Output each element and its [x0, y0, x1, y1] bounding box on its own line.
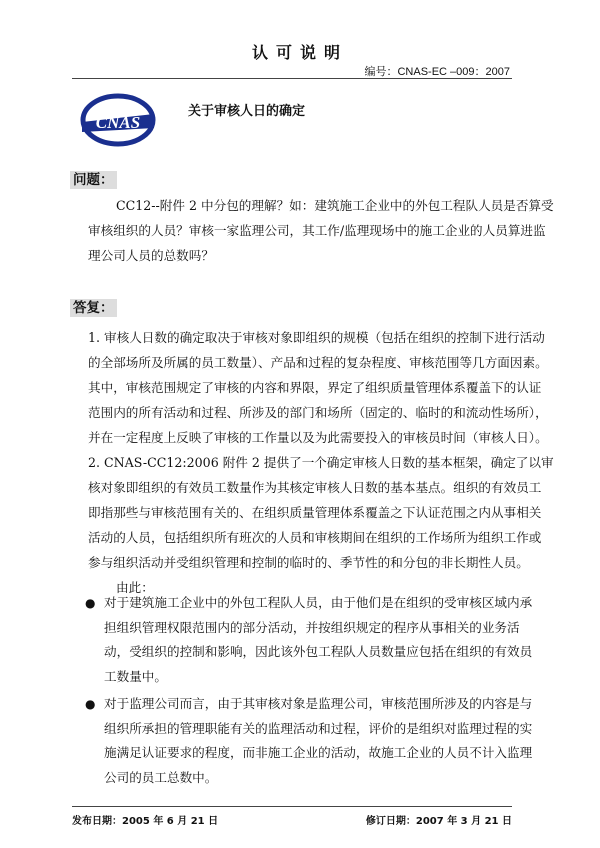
bullet-icon: ●	[85, 697, 96, 711]
text-line: 并在一定程度上反映了审核的工作量以及为此需要投入的审核员时间（审核人日）。	[88, 430, 548, 445]
text-line: 2. CNAS-CC12:2006 附件 2 提供了一个确定审核人日数的基本框架，确定了以审	[88, 455, 554, 470]
document-code: 编号：CNAS-EC –009：2007	[364, 66, 510, 78]
text-line: 担组织管理权限范围内的部分活动，并按组织规定的程序从事相关的业务活	[104, 619, 520, 635]
bullet-item	[85, 692, 533, 790]
answer-text	[88, 325, 554, 600]
cnas-logo	[80, 92, 156, 148]
text-line: 范围内的所有活动和过程、所涉及的部门和场所（固定的、临时的和流动性场所），	[88, 405, 548, 420]
text-line: 动，受组织的控制和影响，因此该外包工程队人员数量应包括在组织的有效员	[104, 644, 533, 659]
text-line: 理公司人员的总数吗？	[88, 248, 214, 263]
text-line: 审核组织的人员？审核一家监理公司，其工作/监理现场中的施工企业的人员算进监	[88, 223, 546, 238]
text-line: 对于建筑施工企业中的外包工程队人员，由于他们是在组织的受审核区域内承	[104, 595, 533, 610]
answer-label: 答复：	[70, 299, 117, 317]
text-line: 核对象即组织的有效员工数量作为其核定审核人日数的基本基点。组织的有效员工	[88, 480, 542, 495]
text-line: 组织所承担的管理职能有关的监理活动和过程，评价的是组织对监理过程的实	[104, 720, 533, 736]
question-text	[88, 193, 554, 268]
issue-date: 发布日期：2005 年 6 月 21 日	[72, 816, 219, 827]
bullet-icon: ●	[85, 596, 96, 610]
topic-heading: 关于审核人日的确定	[188, 104, 306, 119]
text-line: 参与组织活动并受组织管理和控制的临时的、季节性的和分包的非长期性人员。	[88, 555, 529, 570]
therefore-line: 由此：	[116, 580, 154, 595]
text-line: 即指那些与审核范围有关的、在组织质量管理体系覆盖之下认证范围之内从事相关	[88, 505, 542, 520]
footer-rule	[72, 806, 512, 807]
question-label: 问题：	[70, 171, 117, 189]
document-title: 认可说明	[251, 43, 348, 62]
header-rule	[72, 78, 512, 79]
svg-text:CNAS: CNAS	[95, 113, 141, 132]
text-line: 施满足认证要求的程度，而非施工企业的活动，故施工企业的人员不计入监理	[104, 745, 533, 760]
text-line: 1. 审核人日数的确定取决于审核对象即组织的规模（包括在组织的控制下进行活动	[88, 330, 545, 345]
text-line: 工数量中。	[104, 668, 167, 684]
revision-date: 修订日期：2007 年 3 月 21 日	[365, 816, 512, 827]
text-line: 公司的员工总数中。	[104, 769, 218, 785]
text-line: CC12--附件 2 中分包的理解？如：建筑施工企业中的外包工程队人员是否算受	[116, 198, 554, 213]
text-line: 对于监理公司而言，由于其审核对象是监理公司，审核范围所涉及的内容是与	[104, 696, 533, 711]
text-line: 活动的人员，包括组织所有班次的人员和审核期间在组织的工作场所为组织工作或	[88, 530, 542, 545]
text-line: 的全部场所及所属的员工数量）、产品和过程的复杂程度、审核范围等几方面因素。	[88, 355, 548, 370]
bullet-item	[85, 591, 533, 689]
text-line: 其中，审核范围规定了审核的内容和界限，界定了组织质量管理体系覆盖下的认证	[88, 380, 542, 395]
